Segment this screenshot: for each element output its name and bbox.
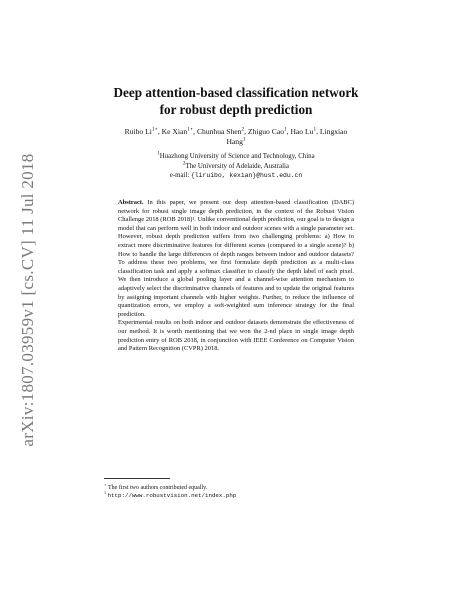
email-address: {liruibo, kexian}@hust.edu.cn — [191, 172, 303, 179]
footnote-2-url[interactable]: http://www.robustvision.net/index.php — [107, 492, 237, 499]
author-mark: 1 — [284, 126, 287, 133]
abstract-paragraph-2 — [118, 319, 354, 353]
author-hao-lu: , Hao Lu — [286, 127, 314, 136]
affiliation-2-text: The University of Adelaide, Australia — [185, 162, 289, 170]
paper-title: Deep attention-based classification network for robust depth prediction — [113, 85, 359, 117]
affiliation-mark: 2 — [183, 161, 186, 167]
affiliation-1-text: Huazhong University of Science and Technology, China — [159, 153, 315, 160]
affiliation-2 — [118, 162, 354, 172]
abstract-heading: Abstract. — [118, 199, 144, 206]
affiliation-mark: 1 — [157, 151, 160, 157]
abstract-paragraph-1 — [118, 199, 354, 319]
footnote-mark: 1 — [104, 490, 107, 495]
author-mark: 1⋆ — [187, 126, 194, 133]
affiliation-1 — [118, 152, 354, 162]
abstract — [118, 199, 354, 354]
footnotes — [104, 484, 364, 500]
arxiv-identifier: arXiv:1807.03959v1 [cs.CV] 11 Jul 2018 — [18, 153, 37, 447]
footnote-1 — [104, 484, 364, 492]
author-list — [118, 127, 354, 147]
contact-email — [118, 171, 354, 181]
footnote-1-text: The first two authors contributed equally. — [106, 485, 208, 491]
author-zhiguo-cao: , Zhiguo Cao — [244, 127, 284, 136]
author-chunhua-shen: , Chunhua Shen — [193, 127, 242, 136]
footnote-mark: ⋆ — [104, 482, 107, 487]
abstract-text-1: In this paper, we present our deep attention-based classification (DABC) network for robust single image depth prediction, in the context of the Robust Vision Challenge 2018 (ROB 2018)¹. Unlike conventional depth prediction, our goal is to design a model that can perform well in both indoor and outdoor scenes with a single parameter set. However, robust depth prediction suffers from two challenging problems: a) How to extract more discriminative features for different scenes (compared to a single scene)? b) How to handle the large differences of depth ranges between indoor and outdoor datasets? To address these two problems, we first formulate depth prediction as a multi-class classification task and apply a softmax classifier to classify the depth label of each pixel. We then introduce a global pooling layer and a channel-wise attention mechanism to adaptively select the discriminative channels of features and to update the original features by assigning important channels with higher weights. Further, to reduce the influence of quantization errors, we employ a soft-weighted sum inference strategy for the final prediction. — [118, 199, 354, 318]
footnote-2 — [104, 492, 364, 500]
email-label: e-mail: — [169, 172, 192, 179]
author-ke-xian: , Ke Xian — [157, 127, 188, 136]
author-ruibo-li: Ruibo Li — [124, 127, 152, 136]
author-mark: 1⋆ — [151, 126, 158, 133]
author-mark: 1 — [313, 126, 317, 133]
author-mark: 1 — [242, 136, 246, 143]
affiliations — [118, 152, 354, 181]
footnote-divider — [104, 478, 170, 479]
abstract-text-2: Experimental results on both indoor and outdoor datasets demonstrate the effectiveness of our method. It is worth mentioning that we won the 2-nd place in single image depth prediction entry of ROB 2018, in conjunction with IEEE Conference on Computer Vision and Pattern Recognition (CVPR) 2018. — [118, 319, 354, 353]
author-lingxiao-hang: , Lingxiao Hang — [226, 127, 348, 146]
author-mark: 2 — [241, 126, 245, 133]
